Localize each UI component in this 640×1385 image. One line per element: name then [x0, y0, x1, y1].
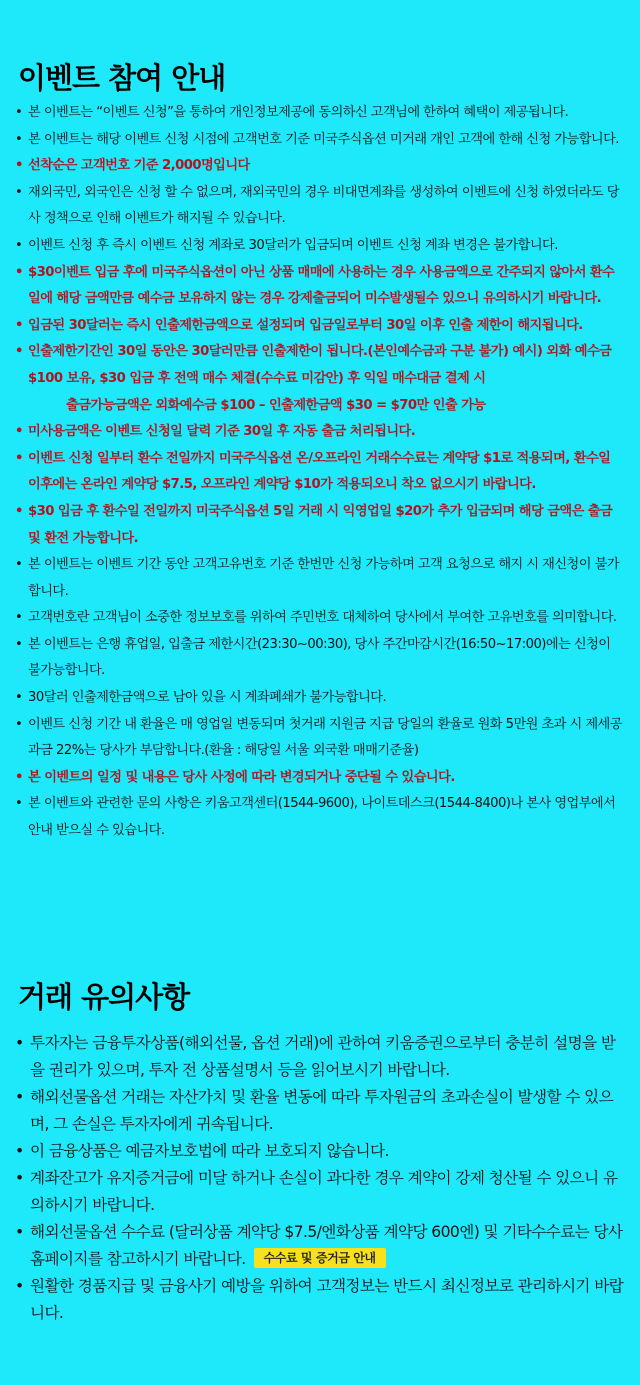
list-item: [14, 605, 624, 632]
list-item: [14, 1273, 626, 1327]
item-text: $30이벤트 입금 후에 미국주식옵션이 아닌 상품 매매에 사용하는 경우 사용금액으로 간주되지 않아서 환수일에 해당 금액만큼 예수금 보유하지 않는 경우 강제출금되어 미수발생될수 있으니 유의하시기 바랍니다.: [28, 264, 615, 307]
bullet: •: [15, 105, 23, 120]
list-item: [14, 233, 624, 260]
list-item: [14, 1165, 626, 1219]
item-text: 해외선물옵션 수수료 (달러상품 계약당 $7.5/엔화상품 계약당 600엔) 및 기타수수료는 당사 홈페이지를 참고하시기 바랍니다.: [30, 1223, 623, 1268]
bullet: •: [15, 317, 23, 333]
list-item-emphasis: [14, 339, 624, 419]
list-item: [14, 180, 624, 233]
item-text: 투자자는 금융투자상품(해외선물, 옵션 거래)에 관하여 키움증권으로부터 충분히 설명을 받을 권리가 있으며, 투자 전 상품설명서 등을 읽어보시기 바랍니다.: [30, 1034, 616, 1079]
list-item: [14, 100, 624, 127]
event-guide-title: 이벤트 참여 안내: [18, 61, 226, 95]
list-item-emphasis: [14, 419, 624, 446]
bullet: •: [15, 184, 23, 200]
trading-caution-list: [14, 1030, 626, 1327]
list-item-emphasis: [14, 153, 624, 180]
bullet: •: [15, 796, 23, 812]
list-item: [14, 632, 624, 685]
bullet: •: [15, 450, 23, 466]
item-text: 재외국민, 외국인은 신청 할 수 없으며, 재외국민의 경우 비대면계좌를 생성하여 이벤트에 신청 하였더라도 당사 정책으로 인해 이벤트가 해지될 수 있습니다.: [28, 184, 619, 227]
bullet: •: [15, 1088, 24, 1106]
bullet: •: [15, 690, 23, 706]
item-text: 이벤트 신청 후 즉시 이벤트 신청 계좌로 30달러가 입금되며 이벤트 신청 계좌 변경은 불가합니다.: [28, 237, 558, 253]
item-text: 선착순은 고객번호 기준 2,000명입니다: [28, 158, 250, 174]
item-text: 본 이벤트는 은행 휴업일, 입출금 제한시간(23:30~00:30), 당사 주간마감시간(16:50~17:00)에는 신청이 불가능합니다.: [28, 636, 611, 679]
bullet: •: [15, 1034, 24, 1052]
item-text: 이벤트 신청 기간 내 환율은 매 영업일 변동되며 첫거래 지원금 지급 당일의 환율로 원화 5만원 초과 시 제세공과금 22%는 당사가 부담합니다.(환율 : 해당일 서울 외국환 매매기준율): [28, 716, 622, 759]
list-item: [14, 791, 624, 844]
bullet: •: [15, 264, 23, 280]
item-text: 원활한 경품지급 및 금융사기 예방을 위하여 고객정보는 반드시 최신정보로 관리하시기 바랍니다.: [30, 1277, 624, 1322]
fee-margin-info-button[interactable]: 수수료 및 증거금 안내: [254, 1248, 386, 1268]
list-item: [14, 1084, 626, 1138]
list-item-emphasis: [14, 446, 624, 499]
bullet: •: [15, 344, 23, 360]
item-text: $30 입금 후 환수일 전일까지 미국주식옵션 5일 거래 시 익영업일 $20가 추가 입금되며 해당 금액은 출금 및 환전 가능합니다.: [28, 503, 613, 546]
list-item: [14, 1219, 626, 1273]
item-subtext: 출금가능금액은 외화예수금 $100 – 인출제한금액 $30 = $70만 인출 가능: [66, 397, 486, 413]
bullet: •: [15, 636, 23, 652]
item-text: 이벤트 신청 일부터 환수 전일까지 미국주식옵션 온/오프라인 거래수수료는 계약당 $1로 적용되며, 환수일 이후에는 온라인 계약당 $7.5, 오프라인 계약당 $10가 적용되오니 착오 없으시기 바랍니다.: [28, 450, 611, 493]
bullet: •: [15, 557, 23, 573]
item-text: 30달러 인출제한금액으로 남아 있을 시 계좌폐쇄가 불가능합니다.: [28, 690, 387, 706]
item-text: 미사용금액은 이벤트 신청일 달력 기준 30일 후 자동 출금 처리됩니다.: [28, 424, 416, 440]
item-text: 인출제한기간인 30일 동안은 30달러만큼 인출제한이 됩니다.(본인예수금과 구분 불가) 예시) 외화 예수금 $100 보유, $30 입금 후 전액 매수 체결(수수료 미감안) 후 익일 매수대금 결제 시: [28, 344, 612, 386]
item-text: 이 금융상품은 예금자보호법에 따라 보호되지 않습니다.: [30, 1142, 389, 1160]
list-item-emphasis: [14, 499, 624, 552]
bullet: •: [15, 610, 23, 626]
list-item: [14, 552, 624, 605]
item-text: 본 이벤트는 이벤트 기간 동안 고객고유번호 기준 한번만 신청 가능하며 고객 요청으로 해지 시 재신청이 불가합니다.: [28, 557, 619, 599]
item-text: 본 이벤트의 일정 및 내용은 당사 사정에 따라 변경되거나 중단될 수 있습니다.: [28, 769, 455, 785]
bullet: •: [15, 1277, 24, 1295]
list-item: [14, 685, 624, 712]
trading-caution-title: 거래 유의사항: [18, 980, 190, 1014]
list-item: [14, 712, 624, 765]
bullet: •: [15, 503, 23, 519]
bullet: •: [15, 131, 23, 147]
bullet: •: [15, 1169, 24, 1187]
bullet: •: [15, 716, 23, 732]
list-item: [14, 127, 624, 154]
list-item: [14, 1030, 626, 1084]
list-item: [14, 1138, 626, 1165]
bullet: •: [15, 237, 23, 253]
item-text: 계좌잔고가 유지증거금에 미달 하거나 손실이 과다한 경우 계약이 강제 청산될 수 있으니 유의하시기 바랍니다.: [30, 1169, 618, 1214]
item-text: 본 이벤트는 해당 이벤트 신청 시점에 고객번호 기준 미국주식옵션 미거래 개인 고객에 한해 신청 가능합니다.: [28, 131, 619, 147]
event-guide-list: [14, 100, 624, 845]
list-item-emphasis: [14, 765, 624, 792]
list-item-emphasis: [14, 313, 624, 340]
item-text: 본 이벤트와 관련한 문의 사항은 키움고객센터(1544-9600), 나이트데스크(1544-8400)나 본사 영업부에서 안내 받으실 수 있습니다.: [28, 796, 616, 839]
bullet: •: [15, 158, 23, 174]
item-text: 해외선물옵션 거래는 자산가치 및 환율 변동에 따라 투자원금의 초과손실이 발생할 수 있으며, 그 손실은 투자자에게 귀속됩니다.: [30, 1088, 614, 1133]
bullet: •: [15, 1142, 24, 1160]
item-text: 본 이벤트는 “이벤트 신청”을 통하여 개인정보제공에 동의하신 고객님에 한하여 혜택이 제공됩니다.: [28, 105, 569, 120]
item-text: 고객번호란 고객님이 소중한 정보보호를 위하여 주민번호 대체하여 당사에서 부여한 고유번호를 의미합니다.: [28, 610, 617, 626]
bullet: •: [15, 424, 23, 440]
bullet: •: [15, 1223, 24, 1241]
bullet: •: [15, 769, 23, 785]
item-text: 입금된 30달러는 즉시 인출제한금액으로 설정되며 입금일로부터 30일 이후 인출 제한이 해지됩니다.: [28, 317, 583, 333]
list-item-emphasis: [14, 260, 624, 313]
